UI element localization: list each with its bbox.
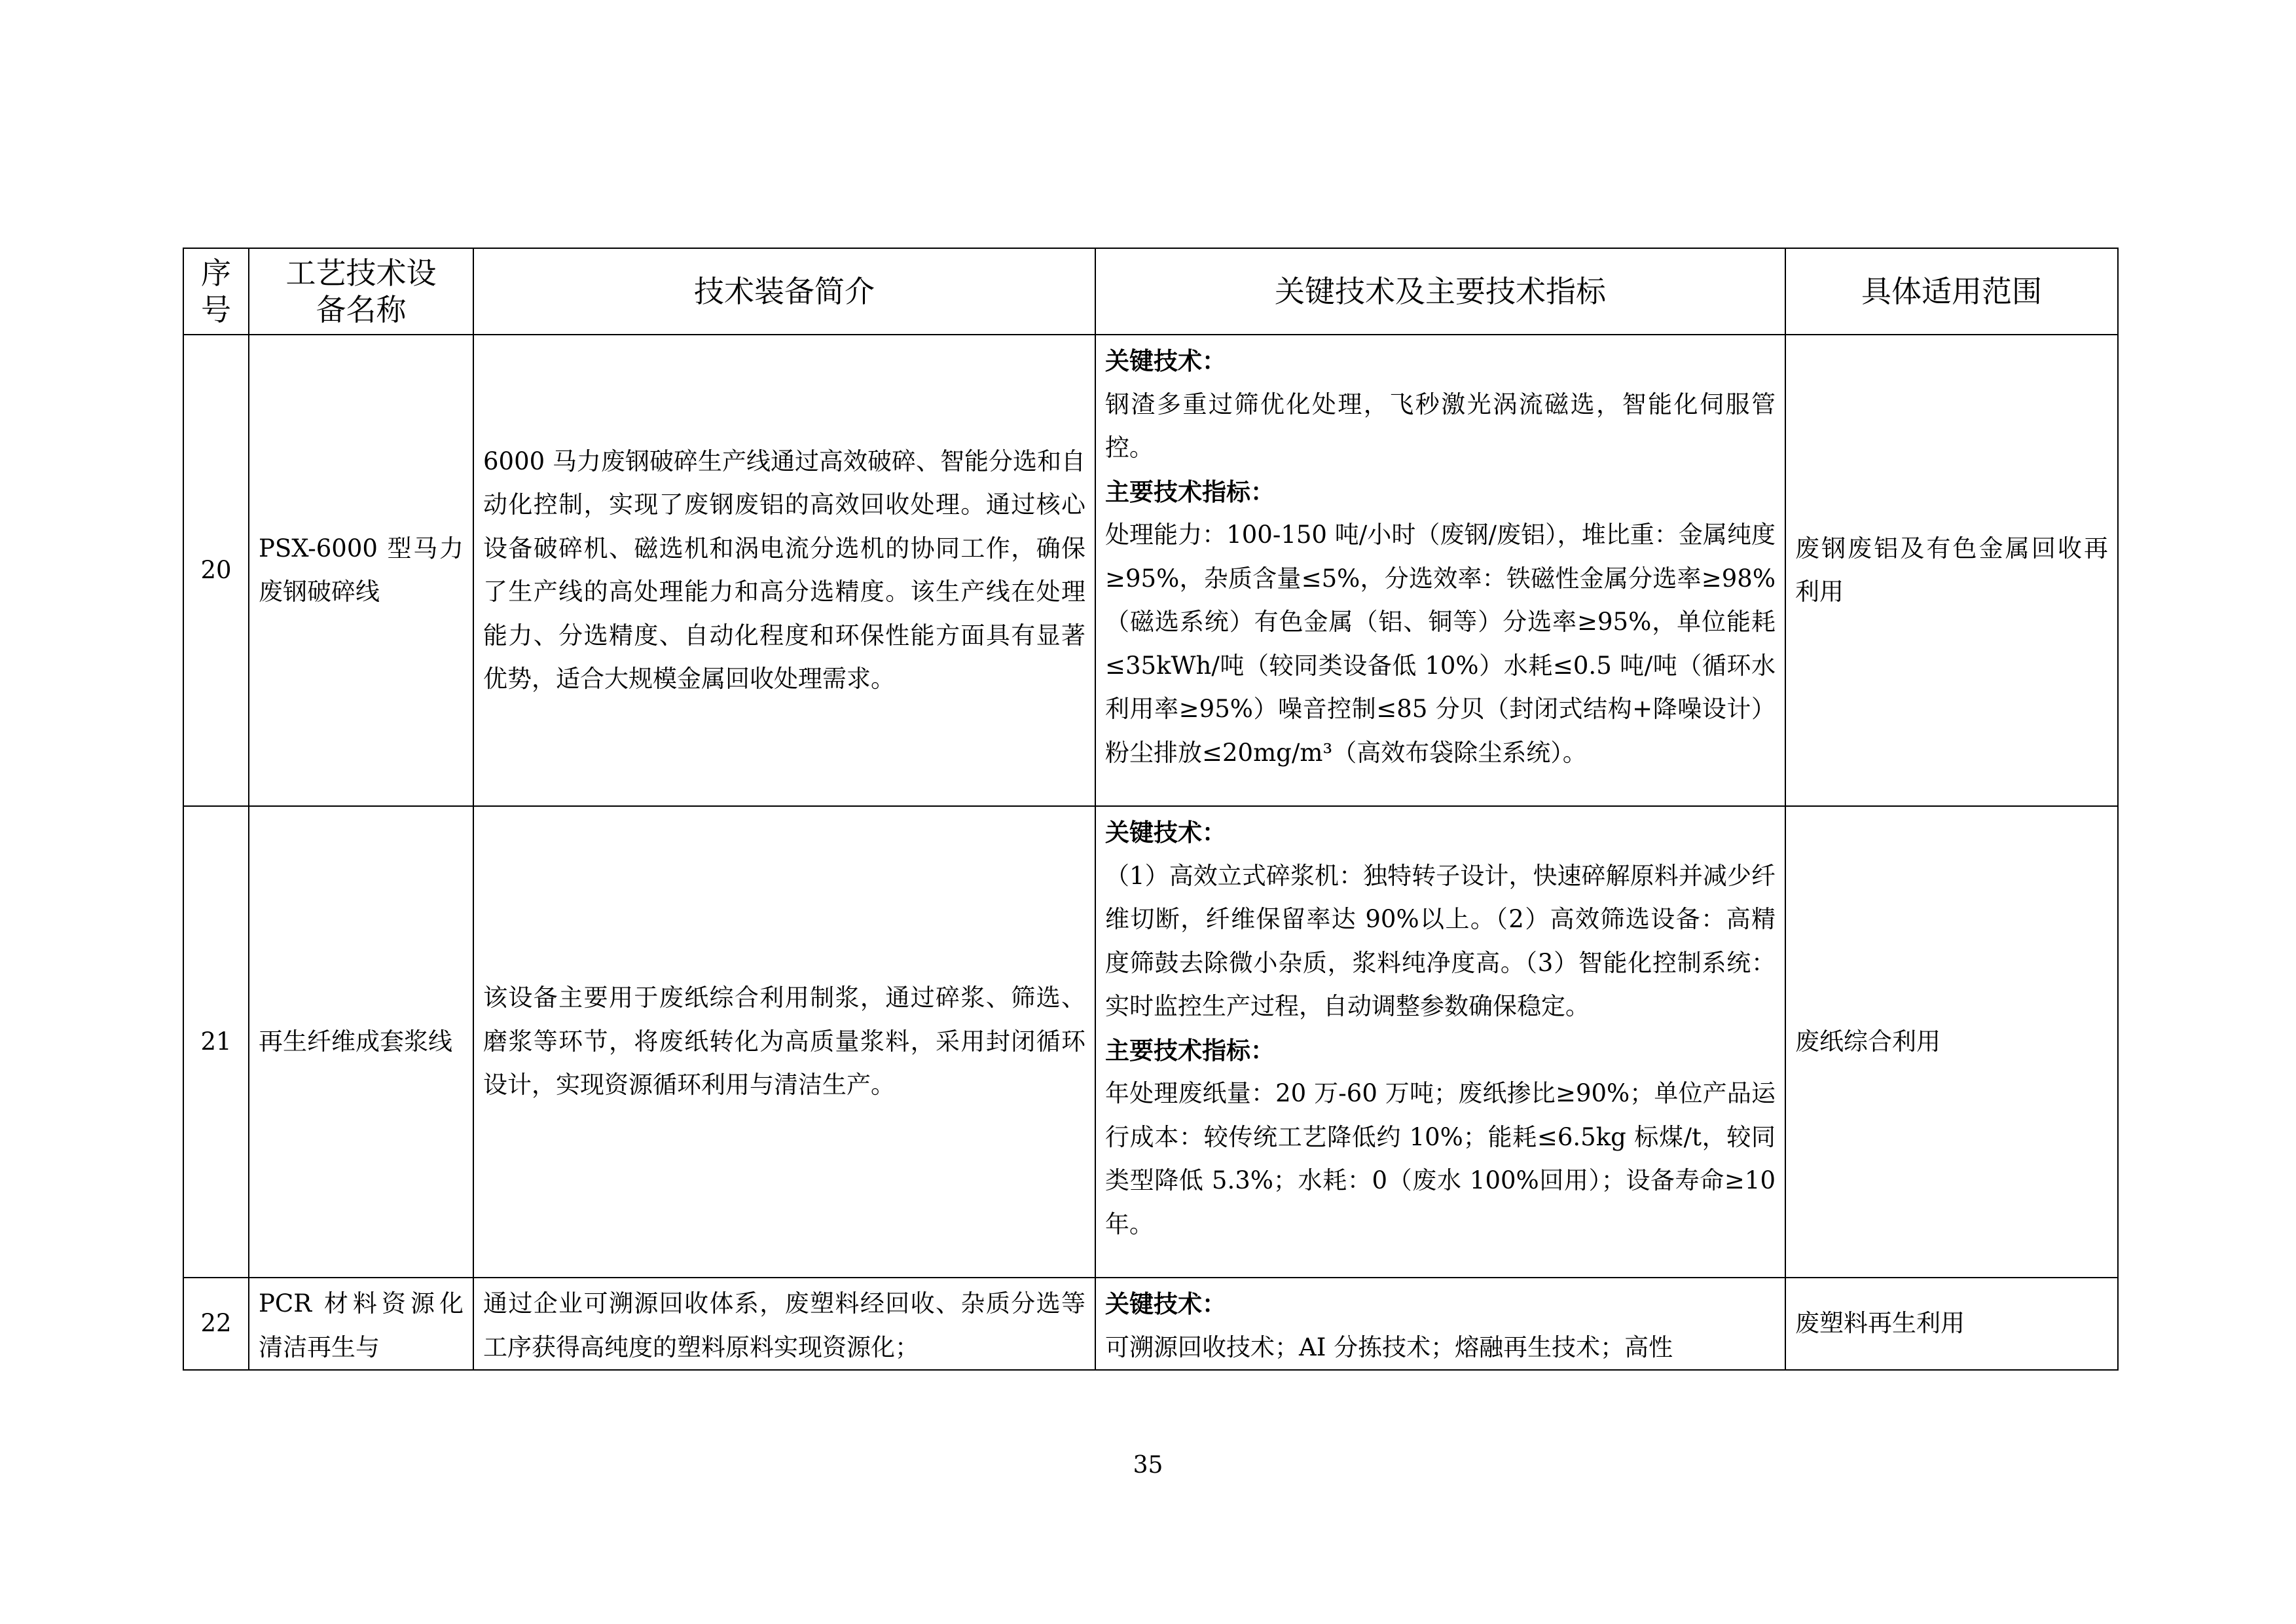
header-scope: 具体适用范围 [1785,248,2118,335]
row-scope: 废钢废铝及有色金属回收再利用 [1785,335,2118,806]
row-equipment-name: PSX-6000 型马力废钢破碎线 [249,335,473,806]
row-scope: 废塑料再生利用 [1785,1278,2118,1370]
indicators-label: 主要技术指标： [1105,477,1275,506]
key-tech-label: 关键技术： [1105,1289,1226,1318]
row-seq: 21 [183,806,249,1278]
row-equipment-name: 再生纤维成套浆线 [249,806,473,1278]
key-tech-text: （1）高效立式碎浆机：独特转子设计，快速碎解原料并减少纤维切断，纤维保留率达 90%以上。（2）高效筛选设备：高精度筛鼓去除微小杂质，浆料纯净度高。（3）智能化控制系统：实时监控生产过程，自动调整参数确保稳定。 [1105,861,1776,1020]
key-tech-text: 钢渣多重过筛优化处理，飞秒激光涡流磁选，智能化伺服管控。 [1105,390,1776,462]
indicators-label: 主要技术指标： [1105,1035,1275,1065]
key-tech-text: 可溯源回收技术；AI 分拣技术；熔融再生技术；高性 [1105,1333,1673,1361]
row-seq: 20 [183,335,249,806]
header-row [183,248,2118,335]
row-key-tech [1095,1278,1785,1370]
row-intro: 该设备主要用于废纸综合利用制浆，通过碎浆、筛选、磨浆等环节，将废纸转化为高质量浆料，采用封闭循环设计，实现资源循环利用与清洁生产。 [473,806,1095,1278]
table-row [183,806,2118,1278]
row-scope: 废纸综合利用 [1785,806,2118,1278]
process-equipment-table [183,248,2119,1371]
indicators-text: 处理能力：100-150 吨/小时（废钢/废铝），堆比重：金属纯度≥95%，杂质含量≤5%，分选效率：铁磁性金属分选率≥98%（磁选系统）有色金属（铝、铜等）分选率≥95%，单位能耗≤35kWh/吨（较同类设备低 10%）水耗≤0.5 吨/吨（循环水利用率≥95%）噪音控制≤85 分贝（封闭式结构+降噪设计）粉尘排放≤20mg/m³（高效布袋除尘系统）。 [1105,521,1776,767]
row-key-tech [1095,335,1785,806]
header-intro: 技术装备简介 [473,248,1095,335]
page-number: 35 [1133,1452,1163,1479]
header-name: 工艺技术设备名称 [249,248,473,335]
key-tech-label: 关键技术： [1105,818,1226,847]
indicators-text: 年处理废纸量：20 万-60 万吨；废纸掺比≥90%；单位产品运行成本：较传统工艺降低约 10%；能耗≤6.5kg 标煤/t，较同类型降低 5.3%；水耗：0（废水 100%回用）；设备寿命≥10 年。 [1105,1079,1776,1238]
header-seq: 序号 [183,248,249,335]
key-tech-label: 关键技术： [1105,346,1226,375]
row-seq: 22 [183,1278,249,1370]
row-intro: 6000 马力废钢破碎生产线通过高效破碎、智能分选和自动化控制，实现了废钢废铝的高效回收处理。通过核心设备破碎机、磁选机和涡电流分选机的协同工作，确保了生产线的高处理能力和高分选精度。该生产线在处理能力、分选精度、自动化程度和环保性能方面具有显著优势，适合大规模金属回收处理需求。 [473,335,1095,806]
row-intro: 通过企业可溯源回收体系，废塑料经回收、杂质分选等工序获得高纯度的塑料原料实现资源化； [473,1278,1095,1370]
row-key-tech [1095,806,1785,1278]
table-row [183,1278,2118,1370]
table-row [183,335,2118,806]
header-key-tech: 关键技术及主要技术指标 [1095,248,1785,335]
row-equipment-name: PCR 材料资源化清洁再生与 [249,1278,473,1370]
